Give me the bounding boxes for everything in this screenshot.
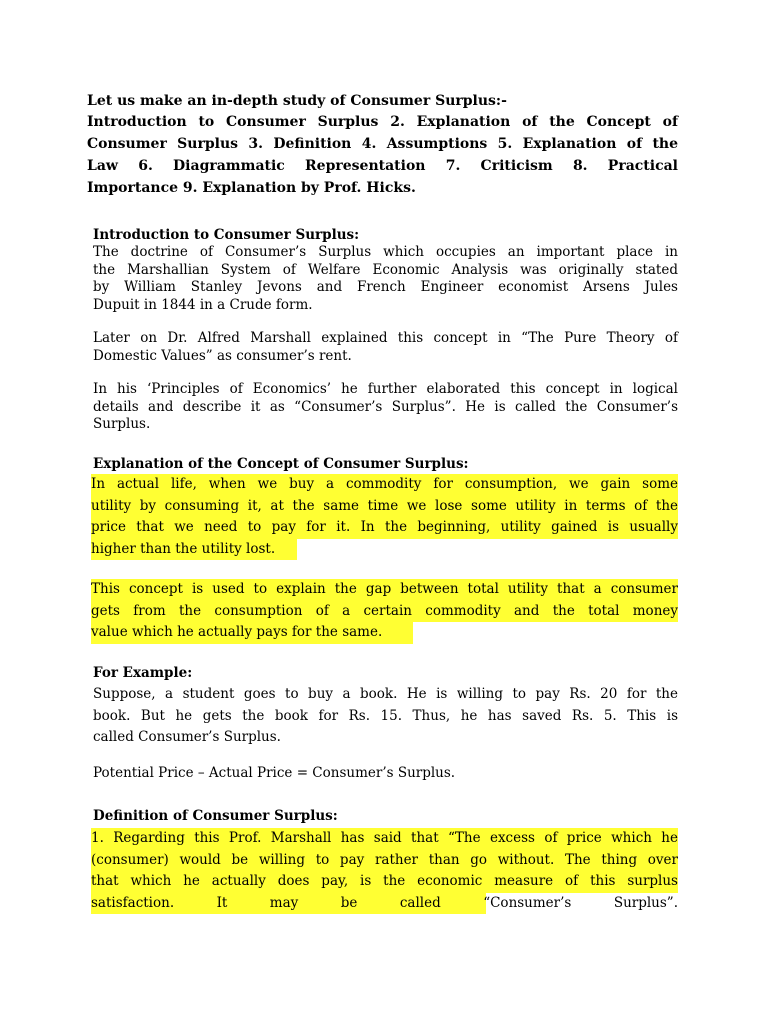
explanation-section (93, 455, 678, 473)
highlighted-line: that which he actually does pay, is the economic measure of this surplus (91, 871, 678, 893)
table-of-contents (87, 111, 678, 199)
toc-line: Consumer Surplus 3. Definition 4. Assumptions 5. Explanation of the (87, 136, 678, 152)
intro-paragraph-2 (93, 330, 678, 365)
definition-title: Definition of Consumer Surplus: (93, 808, 338, 824)
text-line: The doctrine of Consumer’s Surplus which occupies an important place in (93, 244, 678, 260)
toc-line: Importance 9. Explanation by Prof. Hicks. (87, 180, 416, 196)
text-line: the Marshallian System of Welfare Economic Analysis was originally stated (93, 261, 678, 278)
example-section (93, 664, 678, 782)
text-line: Suppose, a student goes to buy a book. He is willing to pay Rs. 20 for the (93, 686, 678, 702)
text-line: Dupuit in 1844 in a Crude form. (93, 296, 313, 313)
highlighted-line: price that we need to pay for it. In the beginning, utility gained is usually (91, 517, 678, 539)
highlighted-line: higher than the utility lost. (91, 539, 297, 561)
toc-line: Introduction to Consumer Surplus 2. Explanation of the Concept of (87, 114, 678, 130)
page-heading: Let us make an in-depth study of Consumer Surplus:- (87, 93, 507, 109)
partially-highlighted-line: satisfaction. It may be called “Consumer’s Surplus”. (91, 893, 678, 915)
highlighted-line: 1. Regarding this Prof. Marshall has said that “The excess of price which he (91, 828, 678, 850)
highlighted-line: utility by consuming it, at the same time we lose some utility in terms of the (91, 496, 678, 518)
intro-paragraph-1 (93, 244, 678, 314)
highlighted-line: value which he actually pays for the same. (91, 622, 413, 644)
example-title: For Example: (93, 665, 193, 681)
definition-section (93, 807, 678, 825)
text-line: by William Stanley Jevons and French Engineer economist Arsens Jules (93, 279, 678, 295)
intro-paragraph-3 (93, 381, 678, 434)
text-line: In his ‘Principles of Economics’ he further elaborated this concept in logical (93, 381, 678, 397)
explanation-paragraph-1 (91, 474, 678, 560)
text-line: book. But he gets the book for Rs. 15. Thus, he has saved Rs. 5. This is (93, 707, 678, 724)
example-formula: Potential Price – Actual Price = Consumer’s Surplus. (93, 764, 456, 781)
text-line: Surplus. (93, 416, 151, 432)
highlighted-line: This concept is used to explain the gap between total utility that a consumer (91, 579, 678, 601)
explanation-title: Explanation of the Concept of Consumer Surplus: (93, 456, 469, 472)
text-line: Later on Dr. Alfred Marshall explained this concept in “The Pure Theory of (93, 330, 678, 346)
toc-line: Law 6. Diagrammatic Representation 7. Criticism 8. Practical (87, 158, 678, 174)
text-line: called Consumer’s Surplus. (93, 729, 281, 745)
text-line: details and describe it as “Consumer’s Surplus”. He is called the Consumer’s (93, 398, 678, 415)
intro-section (93, 226, 678, 434)
text-line: Domestic Values” as consumer’s rent. (93, 347, 352, 364)
example-paragraph (93, 684, 678, 749)
explanation-paragraph-2 (91, 579, 678, 644)
highlighted-line: gets from the consumption of a certain commodity and the total money (91, 601, 678, 623)
highlighted-line: In actual life, when we buy a commodity for consumption, we gain some (91, 474, 678, 496)
intro-title: Introduction to Consumer Surplus: (93, 227, 360, 243)
definition-paragraph (91, 828, 678, 914)
highlighted-line: (consumer) would be willing to pay rather than go without. The thing over (91, 850, 678, 872)
